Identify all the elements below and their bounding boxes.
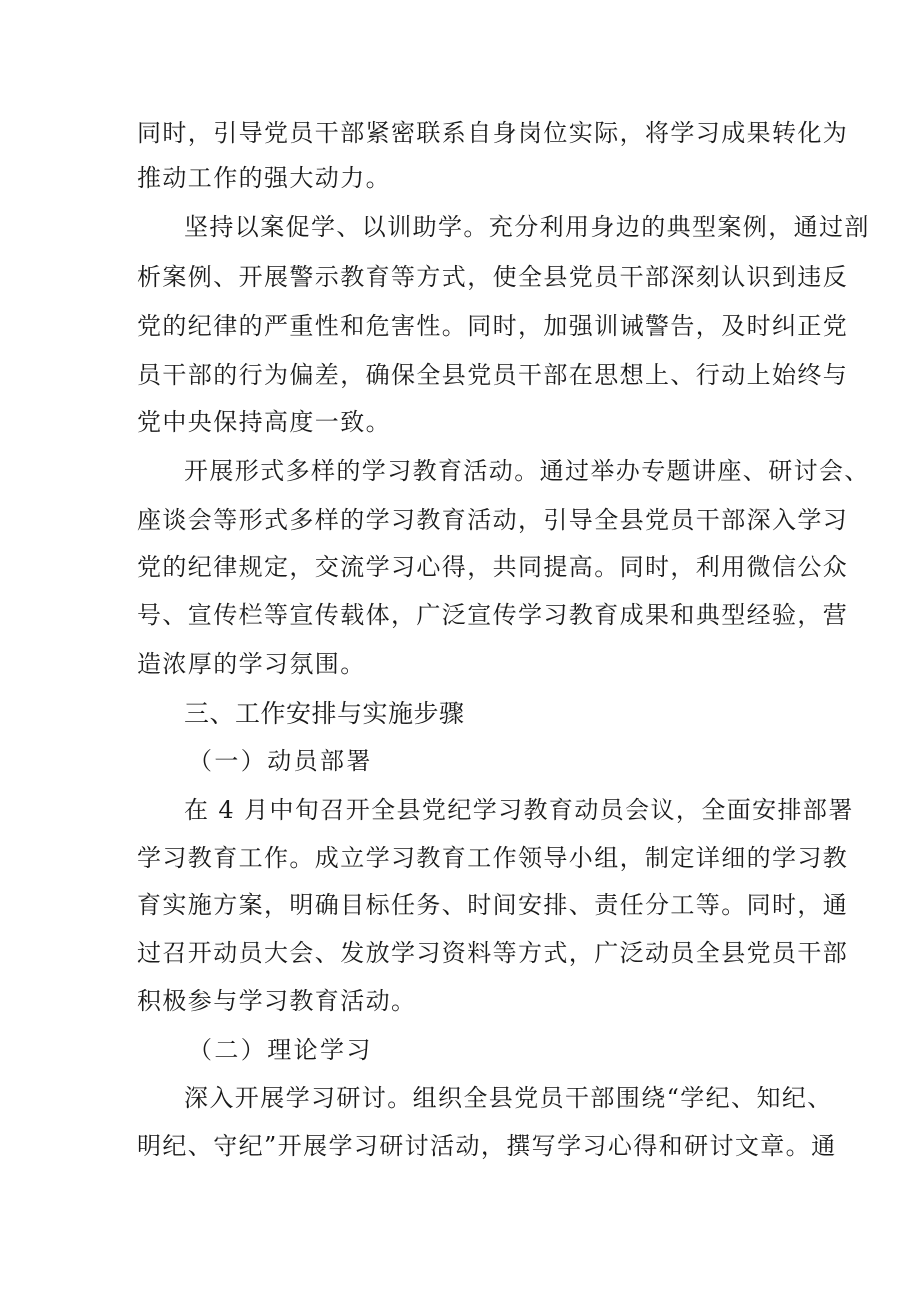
section-heading: 三、工作安排与实施步骤 — [184, 699, 465, 728]
paragraph-line: 员干部的行为偏差，确保全县党员干部在思想上、行动上始终与 — [137, 361, 849, 389]
paragraph-line: 同时，引导党员干部紧密联系自身岗位实际，将学习成果转化为 — [137, 119, 849, 147]
paragraph-line: 开展形式多样的学习教育活动。通过举办专题讲座、研讨会、 — [184, 457, 870, 485]
paragraph-line: 号、宣传栏等宣传载体，广泛宣传学习教育成果和典型经验，营 — [137, 601, 849, 629]
subsection-heading: （二）理论学习 — [188, 1036, 373, 1064]
paragraph-line: 明纪、守纪”开展学习研讨活动，撰写学习心得和研讨文章。通 — [137, 1132, 837, 1160]
paragraph-line: 党的纪律规定，交流学习心得，共同提高。同时，利用微信公众 — [137, 553, 849, 581]
paragraph-line: 座谈会等形式多样的学习教育活动，引导全县党员干部深入学习 — [137, 506, 849, 534]
paragraph-line: 积极参与学习教育活动。 — [137, 987, 417, 1015]
paragraph-line: 推动工作的强大动力。 — [137, 164, 391, 192]
paragraph-line: 坚持以案促学、以训助学。充分利用身边的典型案例，通过剖 — [184, 213, 870, 241]
paragraph-line: 过召开动员大会、发放学习资料等方式，广泛动员全县党员干部 — [137, 939, 849, 967]
paragraph-line: 析案例、开展警示教育等方式，使全县党员干部深刻认识到违反 — [137, 263, 849, 291]
paragraph-line: 党的纪律的严重性和危害性。同时，加强训诫警告，及时纠正党 — [137, 312, 849, 340]
paragraph-line: 育实施方案，明确目标任务、时间安排、责任分工等。同时，通 — [137, 891, 849, 919]
paragraph-line: 学习教育工作。成立学习教育工作领导小组，制定详细的学习教 — [137, 844, 849, 872]
paragraph-line: 在 4 月中旬召开全县党纪学习教育动员会议，全面安排部署 — [184, 796, 854, 824]
paragraph-line: 造浓厚的学习氛围。 — [137, 650, 366, 678]
paragraph-line: 党中央保持高度一致。 — [137, 408, 391, 436]
subsection-heading: （一）动员部署 — [188, 747, 373, 775]
paragraph-line: 深入开展学习研讨。组织全县党员干部围绕“学纪、知纪、 — [184, 1084, 833, 1112]
